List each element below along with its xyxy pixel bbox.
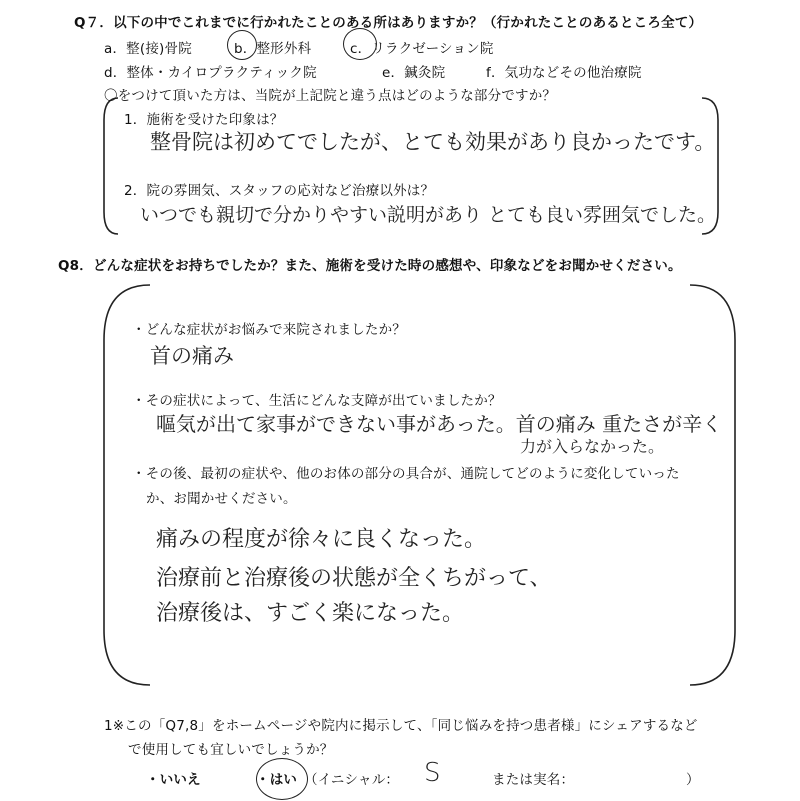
option-d: d．整体・カイロプラクティック院 — [104, 65, 317, 81]
q7-sub2-answer: いつでも親切で分かりやすい説明があり とても良い雰囲気でした。 — [140, 204, 717, 226]
q8-p2-label: ・その症状によって、生活にどんな支障が出ていましたか？ — [132, 393, 502, 409]
q8-p3-answer-line3: 治療後は、すごく楽になった。 — [156, 601, 465, 626]
q7-sub1-label: 1．施術を受けた印象は？ — [124, 112, 284, 128]
q7-followup: 〇をつけて頂いた方は、当院が上記院と違う点はどのような部分ですか？ — [104, 88, 557, 104]
initial-label: （イニシャル： — [304, 772, 400, 788]
consent-no-option: ・いいえ — [146, 772, 201, 788]
q8-p1-label: ・どんな症状がお悩みで来院されましたか？ — [132, 322, 406, 338]
close-paren: ） — [686, 772, 700, 788]
q8-p3-label-line1: ・その後、最初の症状や、他のお体の部分の具合が、通院してどのように変化していった — [132, 466, 680, 482]
q8-p1-answer: 首の痛み — [150, 344, 234, 368]
q8-p2-answer-line1: 嘔気が出て家事ができない事があった。首の痛み 重たさが辛く — [156, 412, 723, 436]
q8-title: Q8．どんな症状をお持ちでしたか？また、施術を受けた時の感想や、印象などをお聞かせください。 — [58, 258, 682, 274]
consent-yes-option: ・はい — [256, 772, 298, 788]
initial-value: S — [424, 758, 441, 788]
q7-title: Q７．以下の中でこれまでに行かれたことのある所はありますか？（行かれたことのあるところ全て） — [74, 15, 703, 31]
option-b: b．整形外科 — [234, 41, 312, 57]
q8-answer-frame — [104, 285, 150, 685]
q7-sub1-answer: 整骨院は初めてでしたが、とても効果があり良かったです。 — [150, 130, 716, 154]
option-c: c．リラクゼーション院 — [350, 41, 494, 57]
q8-p3-answer-line1: 痛みの程度が徐々に良くなった。 — [156, 527, 487, 552]
consent-question-line1: 1※この「Q7,8」をホームページや院内に掲示して、「同じ悩みを持つ患者様」にシェアするなど — [104, 718, 698, 734]
realname-label: または実名： — [492, 772, 575, 788]
option-a: a．整(接)骨院 — [104, 41, 192, 57]
q7-sub2-label: 2．院の雰囲気、スタッフの応対など治療以外は？ — [124, 183, 435, 199]
q7-answer-frame — [104, 98, 118, 234]
q8-p3-answer-line2: 治療前と治療後の状態が全くちがって、 — [156, 566, 552, 591]
option-c-circle-mark — [343, 28, 377, 60]
option-b-circle-mark — [227, 30, 257, 60]
q8-p3-label-line2: か、お聞かせください。 — [146, 491, 297, 507]
option-f: f．気功などその他治療院 — [486, 65, 642, 81]
consent-question-line2: で使用しても宜しいでしょうか？ — [128, 742, 334, 758]
q8-p2-answer-line2: 力が入らなかった。 — [520, 437, 665, 456]
option-e: e．鍼灸院 — [382, 65, 446, 81]
consent-yes-circle-mark — [256, 758, 308, 800]
